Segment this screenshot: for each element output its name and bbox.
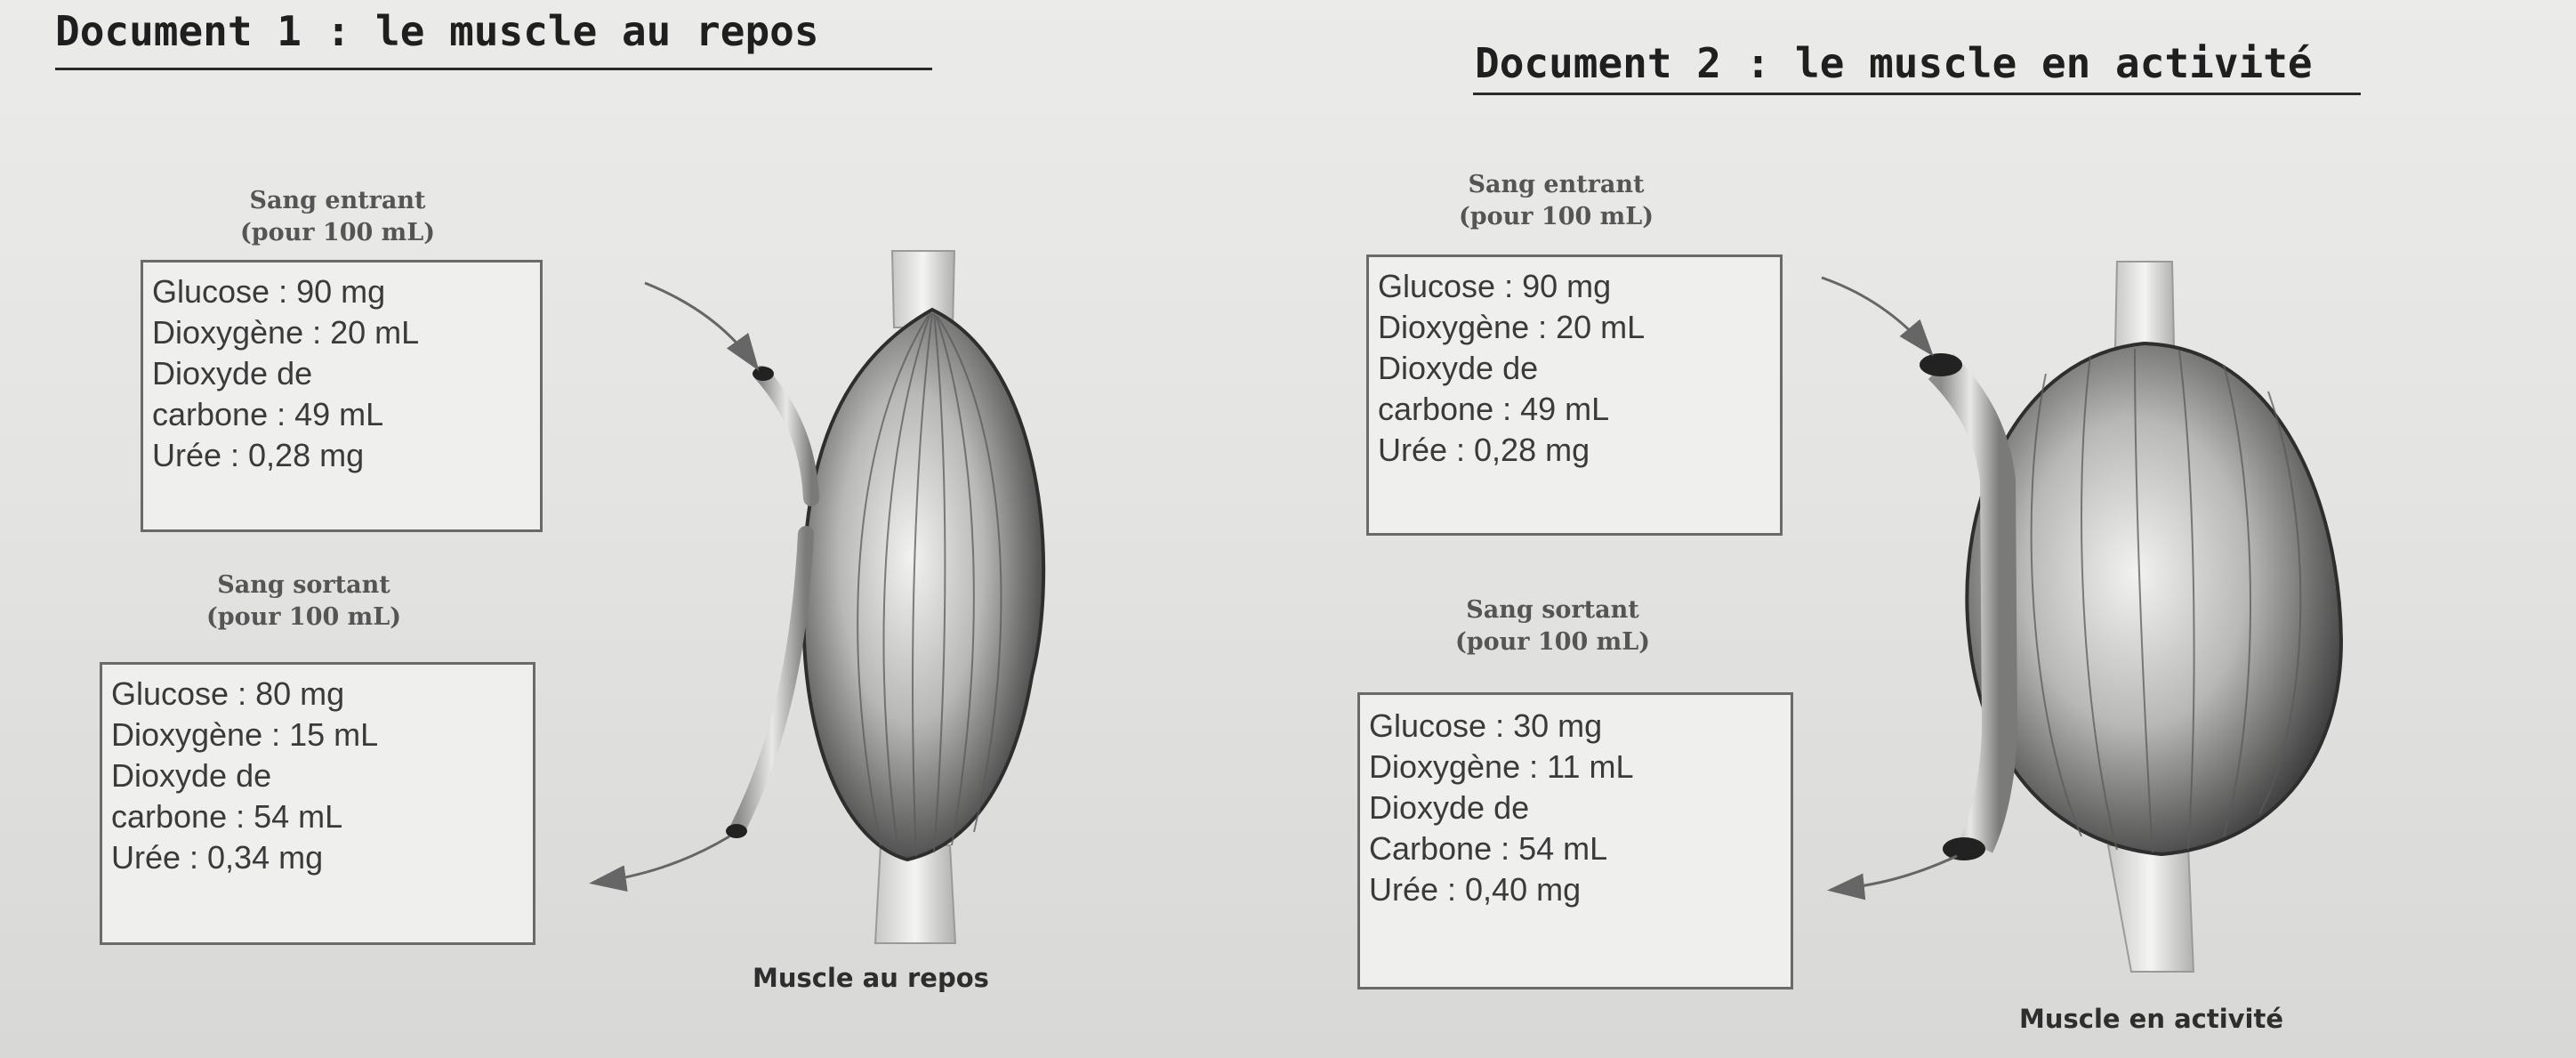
doc1-in-urea: Urée : 0,28 mg xyxy=(152,437,365,473)
doc2-in-co2-value: carbone : 49 mL xyxy=(1378,391,1610,427)
doc1-out-urea: Urée : 0,34 mg xyxy=(111,839,324,876)
doc2-in-co2-label: Dioxyde de xyxy=(1378,350,1539,386)
active-vessel-out-opening xyxy=(1943,837,1985,860)
doc2-in-urea: Urée : 0,28 mg xyxy=(1378,432,1590,468)
resting-muscle-bottom-tendon xyxy=(875,845,955,943)
active-muscle-bottom-tendon xyxy=(2108,845,2194,972)
active-vessel-in-opening xyxy=(1920,353,1962,376)
active-muscle-belly xyxy=(1967,343,2341,854)
doc1-in-co2-value: carbone : 49 mL xyxy=(152,396,384,432)
document-1-title: Document 1 : le muscle au repos xyxy=(55,7,819,55)
doc1-in-dioxygen: Dioxygène : 20 mL xyxy=(152,314,420,351)
doc1-in-co2-label: Dioxyde de xyxy=(152,355,313,392)
resting-muscle-label: Muscle au repos xyxy=(753,963,989,993)
doc1-out-co2-value: carbone : 54 mL xyxy=(111,798,343,835)
doc2-in-caption-line2: (pour 100 mL) xyxy=(1459,203,1654,231)
active-muscle-top-tendon xyxy=(2115,262,2174,347)
doc1-out-dioxygen: Dioxygène : 15 mL xyxy=(111,716,379,753)
doc1-out-caption-line1: Sang sortant xyxy=(217,571,390,599)
resting-vessel-in-opening xyxy=(753,367,774,381)
resting-in-arrow xyxy=(645,283,756,367)
doc2-out-co2-label: Dioxyde de xyxy=(1369,789,1530,826)
doc2-out-dioxygen: Dioxygène : 11 mL xyxy=(1369,748,1634,785)
active-muscle-drawing xyxy=(1822,262,2341,972)
doc1-out-caption-line2: (pour 100 mL) xyxy=(206,603,402,632)
document-2-title: Document 2 : le muscle en activité xyxy=(1475,39,2313,87)
doc1-in-caption-line2: (pour 100 mL) xyxy=(240,219,436,247)
doc2-in-glucose: Glucose : 90 mg xyxy=(1378,268,1612,304)
doc2-in-dioxygen: Dioxygène : 20 mL xyxy=(1378,309,1646,345)
resting-out-arrow xyxy=(594,836,729,883)
active-in-arrow xyxy=(1822,278,1930,352)
doc1-out-co2-label: Dioxyde de xyxy=(111,757,272,794)
doc1-in-caption-line1: Sang entrant xyxy=(249,187,426,214)
doc2-out-caption-line2: (pour 100 mL) xyxy=(1455,628,1651,657)
doc2-in-caption-line1: Sang entrant xyxy=(1468,171,1645,198)
resting-muscle-drawing xyxy=(594,251,1043,943)
resting-vessel-out xyxy=(738,534,806,828)
doc1-in-glucose: Glucose : 90 mg xyxy=(152,273,386,310)
doc2-out-glucose: Glucose : 30 mg xyxy=(1369,707,1603,744)
doc2-out-caption-line1: Sang sortant xyxy=(1466,596,1639,624)
active-muscle-label: Muscle en activité xyxy=(2019,1004,2284,1034)
doc1-out-glucose: Glucose : 80 mg xyxy=(111,675,345,712)
doc2-out-co2-value: Carbone : 54 mL xyxy=(1369,830,1608,867)
doc2-out-urea: Urée : 0,40 mg xyxy=(1369,871,1582,908)
resting-vessel-in xyxy=(761,374,811,498)
active-out-arrow xyxy=(1832,856,1957,890)
